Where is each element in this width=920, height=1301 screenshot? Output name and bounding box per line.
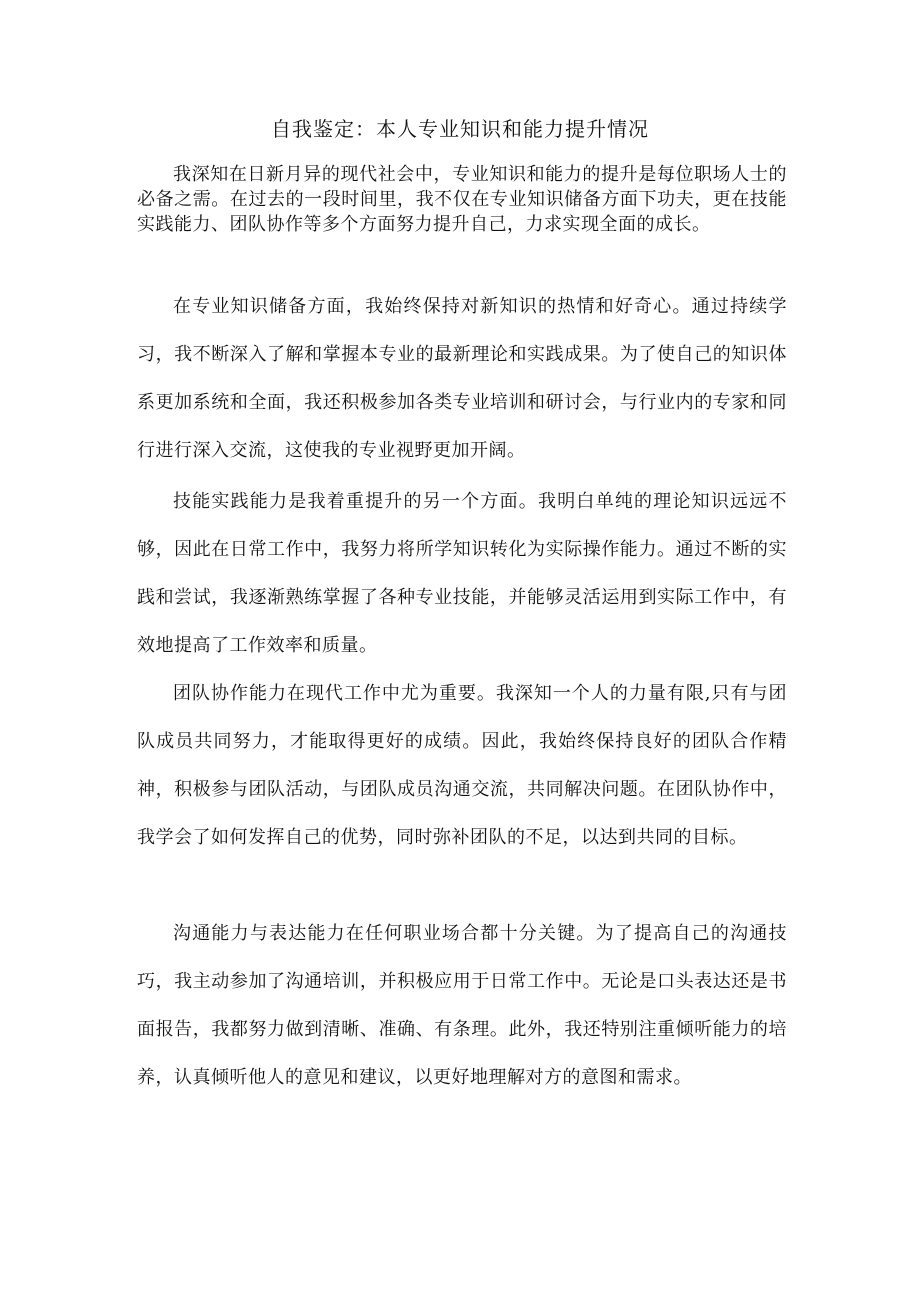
paragraph-teamwork: 团队协作能力在现代工作中尤为重要。我深知一个人的力量有限,只有与团队成员共同努力，才能取得更好的成绩。因此，我始终保持良好的团队合作精神，积极参与团队活动，与团队成员沟通交流，共同解决问题。在团队协作中，我学会了如何发挥自己的优势，同时弥补团队的不足，以达到共同的目标。 xyxy=(137,683,787,848)
paragraph-intro: 我深知在日新月异的现代社会中，专业知识和能力的提升是每位职场人士的必备之需。在过去的一段时间里，我不仅在专业知识储备方面下功夫，更在技能实践能力、团队协作等多个方面努力提升自己，力求实现全面的成长。 xyxy=(137,164,787,235)
paragraph-skills: 技能实践能力是我着重提升的另一个方面。我明白单纯的理论知识远远不够，因此在日常工作中，我努力将所学知识转化为实际操作能力。通过不断的实践和尝试，我逐渐熟练掌握了各种专业技能，并能够灵活运用到实际工作中，有效地提高了工作效率和质量。 xyxy=(137,491,787,656)
document-title: 自我鉴定：本人专业知识和能力提升情况 xyxy=(271,117,649,141)
paragraph-communication: 沟通能力与表达能力在任何职业场合都十分关键。为了提高自己的沟通技巧，我主动参加了沟通培训，并积极应用于日常工作中。无论是口头表达还是书面报告，我都努力做到清晰、准确、有条理。此外，我还特别注重倾听能力的培养，认真倾听他人的意见和建议，以更好地理解对方的意图和需求。 xyxy=(137,923,787,1088)
paragraph-knowledge: 在专业知识储备方面，我始终保持对新知识的热情和好奇心。通过持续学习，我不断深入了解和掌握本专业的最新理论和实践成果。为了使自己的知识体系更加系统和全面，我还积极参加各类专业培训和研讨会，与行业内的专家和同行进行深入交流，这使我的专业视野更加开阔。 xyxy=(137,296,787,461)
